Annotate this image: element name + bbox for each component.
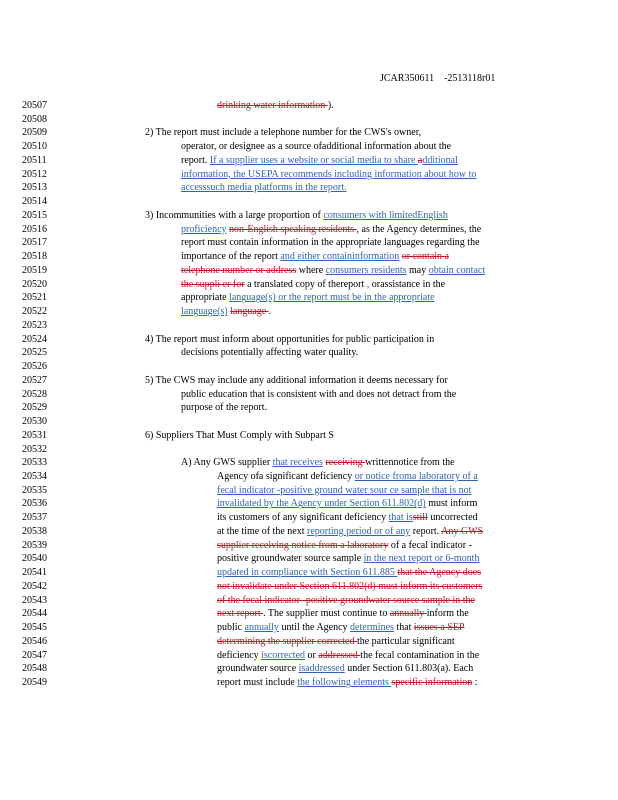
- inserted-text: proficiency: [181, 223, 227, 235]
- inserted-text: determines: [350, 622, 394, 634]
- inserted-text: consumers with limitedEnglish: [323, 209, 448, 221]
- text-run: may: [406, 264, 429, 276]
- line-20522: [0, 305, 618, 318]
- line-20537: [0, 511, 618, 524]
- line-number: 20548: [22, 663, 47, 675]
- deleted-text: that the Agency does: [397, 567, 482, 579]
- line-number: 20524: [22, 333, 47, 345]
- line-20539: [0, 539, 618, 552]
- deleted-text: of the fecal indicator -positive groundwater source sample in the: [217, 594, 475, 606]
- text-run: purpose of the report.: [181, 402, 268, 414]
- line-number: 20542: [22, 580, 47, 592]
- text-run: at the time of the next: [217, 525, 307, 537]
- line-20544: [0, 607, 618, 620]
- line-text: [217, 580, 482, 593]
- line-number: 20513: [22, 182, 47, 194]
- text-run: .: [268, 306, 272, 318]
- line-text: [181, 236, 480, 249]
- inserted-text: updated in compliance with Section 611.885: [217, 567, 398, 579]
- line-20540: [0, 552, 618, 565]
- line-text: [217, 99, 334, 112]
- text-run: under Section 611.803(a). Each: [344, 663, 474, 675]
- line-number: 20547: [22, 649, 47, 661]
- text-run: its customers of any significant deficiency: [217, 512, 389, 524]
- line-text: [217, 566, 481, 579]
- line-20511: [0, 154, 618, 167]
- line-number: 20530: [22, 416, 47, 428]
- line-number: 20507: [22, 100, 47, 111]
- line-text: [181, 250, 449, 263]
- inserted-text: reporting period or of any: [306, 525, 411, 537]
- line-number: 20537: [22, 512, 47, 524]
- line-text: [217, 484, 471, 497]
- line-number: 20516: [22, 223, 47, 235]
- text-run: orassistance in the: [369, 278, 446, 290]
- line-text: [217, 676, 478, 689]
- line-20531: [0, 429, 618, 442]
- line-number: 20544: [22, 608, 47, 620]
- inserted-text: consumers residents: [325, 264, 407, 276]
- text-run: where: [296, 264, 326, 276]
- deleted-text: receiving: [325, 457, 366, 469]
- line-20546: [0, 635, 618, 648]
- inserted-text: that is: [388, 512, 413, 524]
- line-text: [145, 126, 421, 139]
- line-number: 20539: [22, 539, 47, 551]
- text-run: that: [393, 622, 414, 634]
- line-number: 20534: [22, 470, 47, 482]
- line-number: 20545: [22, 622, 47, 634]
- line-number: 20510: [22, 141, 47, 153]
- line-20534: [0, 470, 618, 483]
- text-run: report must include: [217, 677, 298, 689]
- line-text: [181, 223, 481, 236]
- line-number: 20525: [22, 347, 47, 359]
- deleted-text: annually: [389, 608, 427, 620]
- inserted-text: language(s): [181, 306, 228, 318]
- text-run: a translated copy of thereport: [244, 278, 367, 290]
- line-number: 20509: [22, 127, 47, 139]
- text-run: report must contain information in the appropriate languages regarding the: [181, 237, 480, 249]
- text-run: inform the: [426, 608, 469, 620]
- deleted-text: next report: [217, 608, 264, 620]
- line-number: 20549: [22, 677, 47, 689]
- deleted-text: drinking water information: [217, 100, 328, 111]
- line-number: 20536: [22, 498, 47, 510]
- line-number: 20515: [22, 209, 47, 221]
- text-run: positive groundwater source sample: [217, 553, 364, 565]
- deleted-text: issues a SEP: [413, 622, 465, 634]
- line-20528: [0, 388, 618, 401]
- text-run: uncorrected: [427, 512, 478, 524]
- line-20545: [0, 621, 618, 634]
- line-number: 20528: [22, 388, 47, 400]
- line-text: [181, 181, 347, 194]
- line-text: [181, 388, 456, 401]
- deleted-text: a: [417, 154, 423, 166]
- text-run: appropriate: [181, 292, 230, 304]
- line-text: [217, 621, 464, 634]
- line-text: [217, 649, 479, 662]
- line-20523: [0, 319, 618, 332]
- inserted-text: invalidated by the Agency under Section 611.802(d): [217, 498, 426, 510]
- line-20524: [0, 333, 618, 346]
- line-number: 20508: [22, 113, 47, 125]
- deleted-text: determining the supplier corrected: [217, 635, 357, 647]
- text-run: groundwater source: [217, 663, 299, 675]
- line-number: 20511: [22, 154, 47, 166]
- text-run: the fecal contamination in the: [360, 649, 480, 661]
- line-text: [145, 374, 448, 387]
- line-number: 20518: [22, 251, 47, 263]
- text-run: public: [217, 622, 245, 634]
- line-20512: [0, 168, 618, 181]
- inserted-text: or notice froma laboratory of a: [354, 470, 478, 482]
- line-number: 20540: [22, 553, 47, 565]
- line-number: 20546: [22, 635, 47, 647]
- inserted-text: in the next report or 6-month: [363, 553, 480, 565]
- line-number: 20521: [22, 292, 47, 304]
- line-text: [217, 594, 475, 607]
- line-text: [217, 470, 478, 483]
- text-run: 6) Suppliers That Must Comply with Subpart S: [145, 429, 334, 441]
- line-20521: [0, 291, 618, 304]
- text-run: deficiency: [217, 649, 262, 661]
- text-run: 2) The report must include a telephone number for the CWS's owner,: [145, 127, 422, 139]
- line-number: 20543: [22, 594, 47, 606]
- line-20538: [0, 525, 618, 538]
- deleted-text: telephone number or address: [181, 264, 297, 276]
- line-text: [181, 401, 267, 414]
- text-run: or: [305, 649, 319, 661]
- deleted-text: Any GWS: [441, 525, 484, 537]
- line-number: 20526: [22, 361, 47, 373]
- inserted-text: the following elements: [297, 677, 392, 689]
- line-20530: [0, 415, 618, 428]
- text-run: , as the Agency determines, the: [356, 223, 482, 235]
- line-text: [181, 291, 435, 304]
- line-number: 20512: [22, 168, 47, 180]
- text-run: until the Agency: [278, 622, 351, 634]
- line-number: 20527: [22, 374, 47, 386]
- text-run: operator, or designee as a source ofadditional information about the: [181, 141, 452, 153]
- line-20526: [0, 360, 618, 373]
- line-20518: [0, 250, 618, 263]
- line-20543: [0, 594, 618, 607]
- text-run: ).: [327, 100, 334, 111]
- text-run: report.: [181, 154, 210, 166]
- text-run: report.: [410, 525, 442, 537]
- text-run: 3) Incommunities with a large proportion of: [145, 209, 324, 221]
- line-text: [145, 429, 334, 442]
- line-text: [217, 511, 478, 524]
- inserted-text: obtain contact: [428, 264, 486, 276]
- line-20509: [0, 126, 618, 139]
- line-text: [217, 525, 483, 538]
- inserted-text: If a supplier uses a website or social media to share: [209, 154, 418, 166]
- line-20548: [0, 662, 618, 675]
- line-20515: [0, 209, 618, 222]
- text-run: :: [472, 677, 478, 689]
- line-text: [181, 305, 271, 318]
- text-run: . The supplier must continue to: [263, 608, 390, 620]
- line-20519: [0, 264, 618, 277]
- line-20517: [0, 236, 618, 249]
- line-20520: [0, 278, 618, 291]
- line-20542: [0, 580, 618, 593]
- line-20525: [0, 346, 618, 359]
- deleted-text: still: [412, 512, 428, 524]
- text-run: writtennotice from the: [365, 457, 455, 469]
- line-text: [181, 140, 451, 153]
- inserted-text: that receives: [272, 457, 323, 469]
- text-run: importance of the report: [181, 251, 281, 263]
- line-number: 20529: [22, 402, 47, 414]
- line-20549: [0, 676, 618, 689]
- line-20547: [0, 649, 618, 662]
- line-number: 20523: [22, 319, 47, 331]
- line-number: 20519: [22, 264, 47, 276]
- line-text: [145, 209, 448, 222]
- line-number: 20520: [22, 278, 47, 290]
- line-text: [181, 154, 458, 167]
- text-run: the particular significant: [356, 635, 455, 647]
- line-text: [217, 607, 469, 620]
- line-number: 20535: [22, 484, 47, 496]
- line-number: 20517: [22, 237, 47, 249]
- line-text: [145, 333, 434, 346]
- line-20508: [0, 113, 618, 126]
- deleted-text: language: [230, 306, 269, 318]
- line-20510: [0, 140, 618, 153]
- inserted-text: isaddressed: [298, 663, 345, 675]
- text-run: 4) The report must inform about opportunities for public participation in: [145, 333, 435, 345]
- line-20527: [0, 374, 618, 387]
- deleted-text: the suppli er for: [181, 278, 245, 290]
- deleted-text: specific information: [391, 677, 473, 689]
- inserted-text: fecal indicator -positive ground water sour ce sample that is not: [217, 484, 472, 496]
- line-text: [181, 278, 445, 291]
- line-20514: [0, 195, 618, 208]
- line-number: 20533: [22, 457, 47, 469]
- inserted-text: ,: [366, 278, 370, 290]
- deleted-text: non-English speaking residents: [229, 223, 357, 235]
- line-20541: [0, 566, 618, 579]
- line-20533: [0, 456, 618, 469]
- text-run: public education that is consistent with and does not detract from the: [181, 388, 457, 400]
- text-run: of a fecal indicator -: [388, 539, 472, 551]
- line-text: [217, 539, 472, 552]
- line-text: [181, 456, 455, 469]
- line-20536: [0, 497, 618, 510]
- line-20513: [0, 181, 618, 194]
- line-text: [217, 635, 455, 648]
- line-20516: [0, 223, 618, 236]
- inserted-text: information, the USEPA recommends including information about how to: [181, 168, 477, 180]
- line-20529: [0, 401, 618, 414]
- inserted-text: iscorrected: [261, 649, 306, 661]
- line-number: 20541: [22, 567, 47, 579]
- inserted-text: dditional: [422, 154, 458, 166]
- inserted-text: accesssuch media platforms in the report.: [181, 182, 347, 194]
- text-run: must inform: [425, 498, 478, 510]
- inserted-text: language(s) or the report must be in the appropriate: [229, 292, 435, 304]
- line-number: 20531: [22, 429, 47, 441]
- text-run: 5) The CWS may include any additional information it deems necessary for: [145, 374, 448, 386]
- inserted-text: annually: [244, 622, 279, 634]
- deleted-text: not invalidate under Section 611.802(d) must inform its customers: [217, 580, 483, 592]
- line-20532: [0, 443, 618, 456]
- line-number: 20522: [22, 306, 47, 318]
- line-text: [181, 264, 485, 277]
- line-text: [217, 552, 479, 565]
- deleted-text: or contain a: [401, 251, 449, 263]
- document-header: JCAR350611 -2513118r01: [380, 73, 496, 84]
- text-run: A) Any GWS supplier: [181, 457, 273, 469]
- line-number: 20532: [22, 443, 47, 455]
- line-number: 20538: [22, 525, 47, 537]
- line-text: [217, 662, 473, 675]
- line-number: 20514: [22, 196, 47, 208]
- line-20535: [0, 484, 618, 497]
- text-run: decisions potentially affecting water quality.: [181, 347, 359, 359]
- inserted-text: and either containinformation: [280, 251, 400, 263]
- text-run: Agency ofa significant deficiency: [217, 470, 355, 482]
- line-20507: [0, 99, 618, 112]
- line-text: [181, 168, 476, 181]
- deleted-text: addressed: [318, 649, 361, 661]
- deleted-text: supplier receiving notice from a laboratory: [217, 539, 389, 551]
- line-text: [217, 497, 477, 510]
- line-text: [181, 346, 358, 359]
